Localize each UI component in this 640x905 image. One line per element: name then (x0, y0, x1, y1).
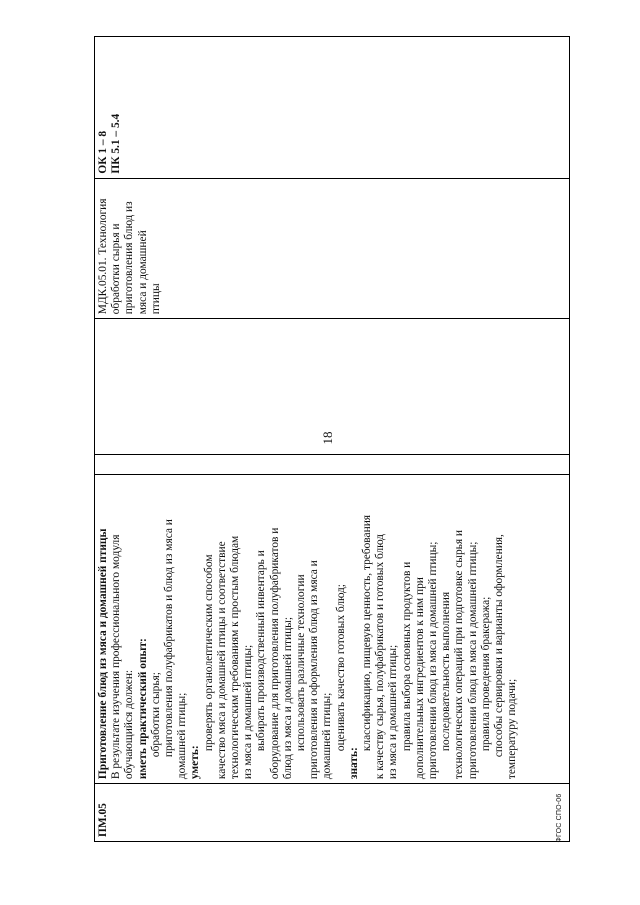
content-line: домашней птицы; (176, 692, 189, 780)
content-line: технологическим требованиям к простым блюдам (229, 535, 242, 780)
discipline-line: обработки сырья и (110, 223, 123, 315)
discipline-line: мяса и домашней (136, 230, 149, 315)
discipline-line: птицы (149, 283, 162, 315)
content-line: температуру подачи; (506, 678, 519, 780)
content-line: последовательность выполнения (440, 591, 453, 752)
module-table (94, 36, 570, 842)
content-line: приготовления полуфабрикатов и блюд из мяса и (163, 519, 176, 758)
content-line: приготовления и оформления блюд из мяса и (308, 560, 321, 780)
module-content-cell (95, 474, 569, 783)
module-code-cell (95, 783, 569, 841)
content-line: проверять органолептическим способом (202, 554, 215, 752)
table-row (95, 37, 569, 841)
content-line: обучающийся должен: (123, 669, 136, 780)
content-line: оценивать качество готовых блюд; (334, 584, 347, 752)
page-number: 18 (320, 431, 335, 445)
content-line: знать: (347, 747, 360, 780)
content-line: блюд из мяса и домашней птицы; (281, 617, 294, 780)
content-line: способы сервировки и варианты оформления, (493, 534, 506, 758)
content-line: из мяса и домашней птицы; (242, 644, 255, 780)
content-line: классификацию, пищевую ценность, требования (361, 514, 374, 752)
competency-cell (95, 37, 569, 178)
content-line: оборудование для приготовления полуфабрикатов и (268, 527, 281, 780)
content-line: приготовлении блюд из мяса и домашней птицы; (427, 541, 440, 780)
content-line: дополнительных ингредиентов к ним при (413, 577, 426, 780)
module-code: ПМ.05 (97, 803, 109, 837)
content-line: качество мяса и домашней птицы и соответствие (215, 541, 228, 780)
competency-line: ПК 5.1 – 5.4 (110, 113, 123, 174)
content-line: Приготовление блюд из мяса и домашней птицы (97, 528, 109, 780)
discipline-cell (95, 178, 569, 319)
content-line: домашней птицы; (321, 692, 334, 780)
competency-line: ОК 1 – 8 (97, 130, 109, 174)
content-line: использовать различные технологии (295, 574, 308, 752)
content-line: правила выбора основных продуктов и (400, 561, 413, 752)
discipline-line: приготовления блюд из (123, 201, 136, 315)
content-line: иметь практический опыт: (136, 638, 149, 780)
content-line: выбирать производственный инвентарь и (255, 550, 268, 752)
content-line: обработки сырья; (149, 672, 162, 758)
content-line: В результате изучения профессионального модуля (110, 534, 123, 780)
content-line: к качеству сырья, полуфабрикатов и готовых блюд (374, 534, 387, 780)
content-line: правила проведения бракеража; (479, 596, 492, 752)
footer-code: ФГОС СПО-06 (556, 793, 563, 843)
content-line: приготовлении блюд из мяса и домашней птицы; (466, 541, 479, 780)
content-line: уметь: (189, 745, 202, 780)
hours-cell (95, 318, 569, 454)
content-line: технологических операций при подготовке сырья и (453, 529, 466, 780)
empty-cell (95, 454, 569, 474)
discipline-line: МДК.05.01. Технология (97, 198, 109, 315)
content-line: из мяса и домашней птицы; (387, 644, 400, 780)
